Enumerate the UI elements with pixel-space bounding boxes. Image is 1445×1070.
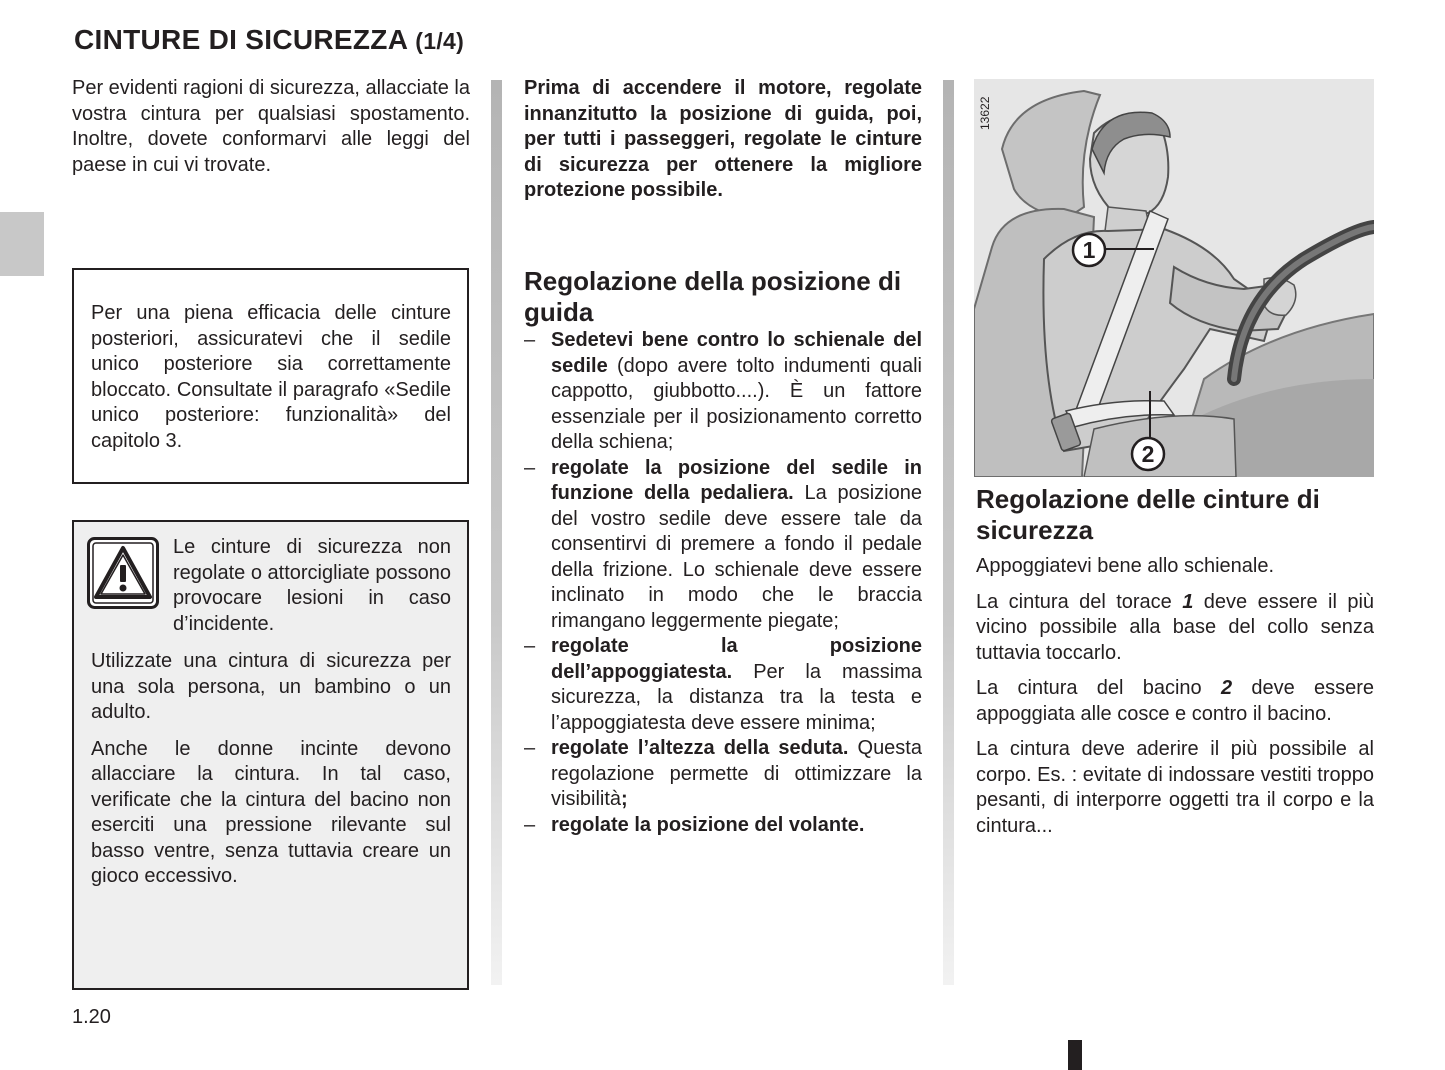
belt-adjustment-heading: Regolazione delle cinture di sicurezza [976,484,1320,545]
list-item-bold: Sedetevi bene contro lo schienale del sedile [551,329,922,377]
list-item-bold: regolate la posizione dell’appoggiatesta. [551,635,922,683]
page-title-text: CINTURE DI SICUREZZA [74,24,408,55]
warning-box [72,520,469,990]
page-title-part: (1/4) [415,28,465,54]
belt-paragraph-4: La cintura deve aderire il più possibile al corpo. Es. : evitate di indossare vestiti troppo pesanti, di interporre oggetti tra il corpo e la cintura... [976,738,1374,837]
list-item-bold: regolate la posizione del volante. [551,813,865,836]
driving-position-heading: Regolazione della posizione di guida [524,266,902,327]
list-item [524,813,922,839]
info-box [72,268,469,484]
belt-p3-after: deve essere appoggiata alle cosce e contro il bacino. [976,677,1374,725]
belt-ref-1: 1 [1182,590,1194,613]
dash-bullet: – [524,813,536,836]
list-item [524,456,922,635]
list-item [524,736,922,813]
safety-intro-bold: Prima di accendere il motore, regolate innanzitutto la posizione di guida, poi, per tutti i passeggeri, regolate le cinture di sicurezza per ottenere la migliore protezione possibile. [524,77,922,201]
belt-p2-after: deve essere il più vicino possibile alla base del collo senza tuttavia toccarlo. [976,590,1375,664]
column-divider-right [943,80,954,985]
page-number: 1.20 [72,1006,111,1028]
dash-bullet: – [524,456,536,479]
belt-paragraph-3 [976,676,1374,727]
driving-position-section [524,266,922,838]
chapter-tab [0,212,44,276]
info-box-text: Per una piena efficacia delle cinture posteriori, assicuratevi che il sedile unico posteriore sia correttamente bloccato. Consultate il paragrafo «Sedile unico posteriore: funzionalità» del capitolo 3. [91,302,451,452]
list-item-bold: regolate l’altezza della seduta. [551,737,849,759]
list-item-text: Per la massima sicurezza, la distanza tra la testa e l’appoggiatesta deve essere minima; [551,660,922,734]
dash-bullet: – [524,635,536,657]
list-item-tail: ; [621,788,628,810]
figure-code-text: 13622 [978,96,992,130]
belt-ref-2: 2 [1220,677,1233,699]
callout-1: 1 [1082,237,1096,263]
warning-paragraph-2: Utilizzate una cintura di sicurezza per una sola persona, un bambino o un adulto. [91,650,451,723]
intro-paragraph: Per evidenti ragioni di sicurezza, allacciate la vostra cintura per qualsiasi spostamento. Inoltre, dovete conformarvi alle leggi del paese in cui vi trovate. [72,77,470,176]
belt-paragraph-1: Appoggiatevi bene allo schienale. [976,555,1274,577]
belt-paragraph-2 [976,590,1374,667]
dash-bullet: – [524,737,536,759]
warning-triangle-icon [87,537,159,609]
dash-bullet: – [524,329,536,351]
page-edge-marker [1068,1040,1082,1070]
callout-2: 2 [1141,441,1155,467]
belt-p2-before: La cintura del torace [976,590,1183,613]
list-item [524,328,922,456]
page-title [74,24,464,56]
list-item-text: (dopo avere tolto indumenti quali cappotto, giubbotto....). È un fattore essenziale per il posizionamento corretto della schiena; [551,354,922,453]
figure-code-label [978,88,1000,132]
list-item-text: La posizione del vostro sedile deve essere tale da consentirvi di premere a fondo il pedale della frizione. Lo schienale deve essere inclinato in modo che le braccia rimangano leggermente piegate; [551,482,922,632]
seatbelt-illustration [974,79,1374,477]
belt-adjustment-section [976,484,1374,839]
list-item [524,634,922,736]
driving-position-list [524,328,922,838]
belt-p3-before: La cintura del bacino [976,677,1221,699]
column-divider-left [491,80,502,985]
list-item-bold: regolate la posizione del sedile in funzione della pedaliera. [551,456,922,504]
warning-lead-text: Le cinture di sicurezza non regolate o attorcigliate possono provocare lesioni in caso d’incidente. [173,536,451,635]
list-item-text: Questa regolazione permette di ottimizzare la visibilità [551,737,922,810]
warning-paragraph-3: Anche le donne incinte devono allacciare la cintura. In tal caso, verificate che la cintura del bacino non eserciti una pressione rilevante sul basso ventre, senza tuttavia creare un gioco eccessivo. [91,737,451,887]
